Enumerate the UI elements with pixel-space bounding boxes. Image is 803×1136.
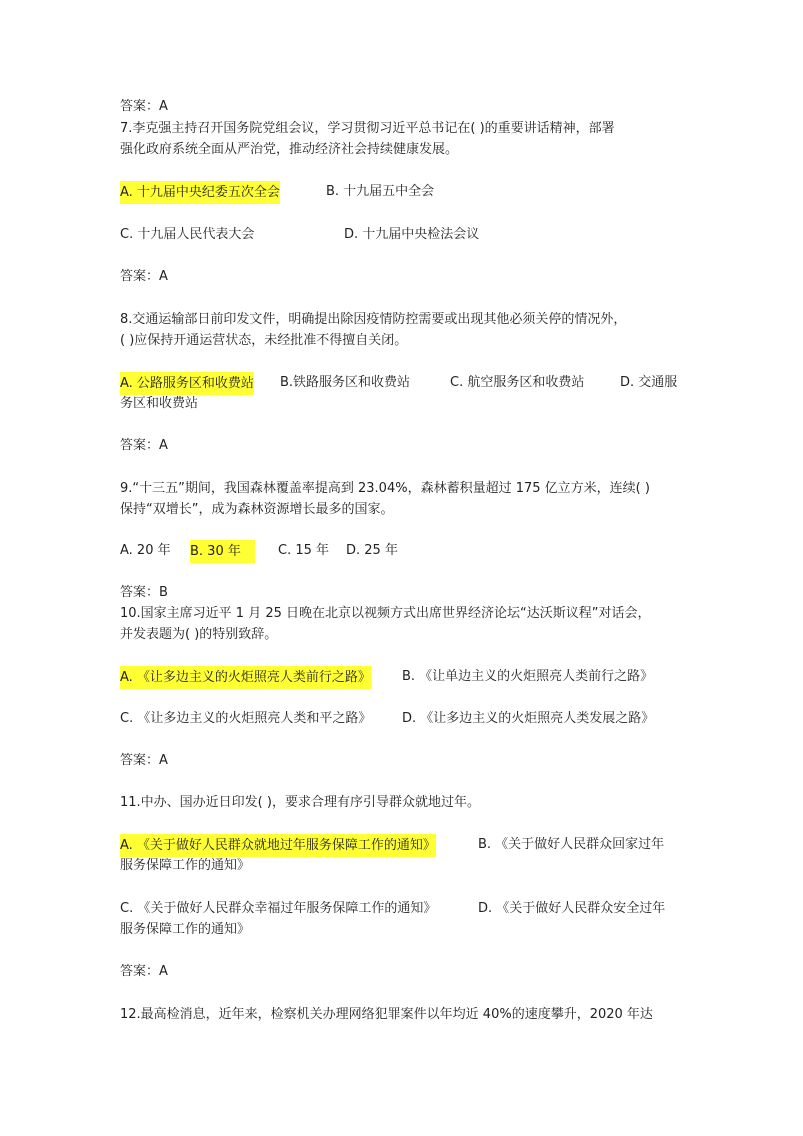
answer-label: 答案： (120, 99, 160, 114)
q8-line-1: 8.交通运输部日前印发文件，明确提出除因疫情防控需要或出现其他必须关停的情况外， (120, 312, 627, 327)
q8-option-c: C. 航空服务区和收费站 (450, 375, 585, 390)
answer-value: A (159, 269, 168, 284)
q7-option-c: C. 十九届人民代表大会 (120, 227, 255, 242)
q11-option-b: B. 《关于做好人民群众回家过年 (478, 837, 665, 852)
answer-label: 答案： (120, 438, 160, 453)
q8-options-row-1 (120, 372, 690, 393)
q7-option-a: A. 十九届中央纪委五次全会 (120, 181, 280, 204)
answer-label: 答案： (120, 964, 160, 979)
q12-line-1: 12.最高检消息，近年来，检察机关办理网络犯罪案件以年均近 40%的速度攀升，2020 年达 (120, 1007, 653, 1022)
q12-stem (120, 1004, 690, 1025)
answer-label: 答案： (120, 585, 160, 600)
q8-option-d: D. 交通服 (620, 375, 678, 390)
q11-option-a: A. 《关于做好人民群众就地过年服务保障工作的通知》 (120, 834, 436, 857)
q8-stem (120, 309, 690, 351)
q9-option-c: C. 15 年 (278, 543, 330, 558)
q10-stem (120, 603, 690, 645)
answer-value: B (159, 585, 168, 600)
q10-option-b: B. 《让单边主义的火炬照亮人类前行之路》 (402, 669, 654, 684)
q11-option-d: D. 《关于做好人民群众安全过年 (478, 901, 666, 916)
q11-stem (120, 792, 690, 813)
q11-options-row-1b (120, 855, 690, 876)
answer-label: 答案： (120, 753, 160, 768)
q10-options-row-2 (120, 708, 690, 729)
q10-options-row-1 (120, 666, 690, 687)
q10-option-c: C. 《让多边主义的火炬照亮人类和平之路》 (120, 711, 372, 726)
q11-option-d-cont: 服务保障工作的通知》 (120, 922, 251, 937)
q10-option-d: D. 《让多边主义的火炬照亮人类发展之路》 (402, 711, 655, 726)
answer-value: A (159, 964, 168, 979)
q11-options-row-2 (120, 898, 690, 919)
q8-option-a: A. 公路服务区和收费站 (120, 372, 254, 395)
q11-option-c: C. 《关于做好人民群众幸福过年服务保障工作的通知》 (120, 901, 437, 916)
q7-options-row-2 (120, 224, 690, 245)
q9-option-d: D. 25 年 (346, 543, 398, 558)
q8-options-row-2 (120, 393, 690, 414)
q10-option-a: A. 《让多边主义的火炬照亮人类前行之路》 (120, 666, 371, 689)
answer-value: A (159, 438, 168, 453)
q7-options-row-1 (120, 181, 690, 202)
answer-label: 答案： (120, 269, 160, 284)
q11-line-1: 11.中办、国办近日印发( )，要求合理有序引导群众就地过年。 (120, 795, 480, 810)
q7-stem (120, 118, 690, 160)
q8-answer (120, 435, 690, 456)
q11-answer (120, 961, 690, 982)
answer-value: A (159, 99, 168, 114)
q10-line-1: 10.国家主席习近平 1 月 25 日晚在北京以视频方式出席世界经济论坛“达沃斯议程”对话会， (120, 606, 651, 621)
q8-option-d-cont: 务区和收费站 (120, 396, 199, 411)
q11-options-row-2b (120, 919, 690, 940)
q11-options-row-1 (120, 834, 690, 855)
q7-answer (120, 266, 690, 287)
q9-answer (120, 582, 690, 603)
q10-answer (120, 750, 690, 771)
q8-option-b: B.铁路服务区和收费站 (280, 375, 411, 390)
q8-line-2: ( )应保持开通运营状态，未经批准不得擅自关闭。 (120, 333, 408, 348)
q11-option-b-cont: 服务保障工作的通知》 (120, 858, 251, 873)
q7-line-2: 强化政府系统全面从严治党，推动经济社会持续健康发展。 (120, 142, 459, 157)
q7-line-1: 7.李克强主持召开国务院党组会议，学习贯彻习近平总书记在( )的重要讲话精神，部署 (120, 121, 615, 136)
q9-options-row (120, 540, 690, 561)
q7-option-b: B. 十九届五中全会 (326, 184, 435, 199)
q9-option-b: B. 30 年 (190, 540, 255, 563)
q6-answer (120, 96, 690, 117)
answer-value: A (159, 753, 168, 768)
q10-line-2: 并发表题为( )的特别致辞。 (120, 627, 278, 642)
q9-option-a: A. 20 年 (120, 543, 171, 558)
q9-stem (120, 478, 690, 520)
q9-line-1: 9.“十三五”期间，我国森林覆盖率提高到 23.04%，森林蓄积量超过 175 亿立方米，连续( ) (120, 481, 650, 496)
q9-line-2: 保持“双增长”，成为森林资源增长最多的国家。 (120, 502, 394, 517)
q7-option-d: D. 十九届中央检法会议 (344, 227, 480, 242)
